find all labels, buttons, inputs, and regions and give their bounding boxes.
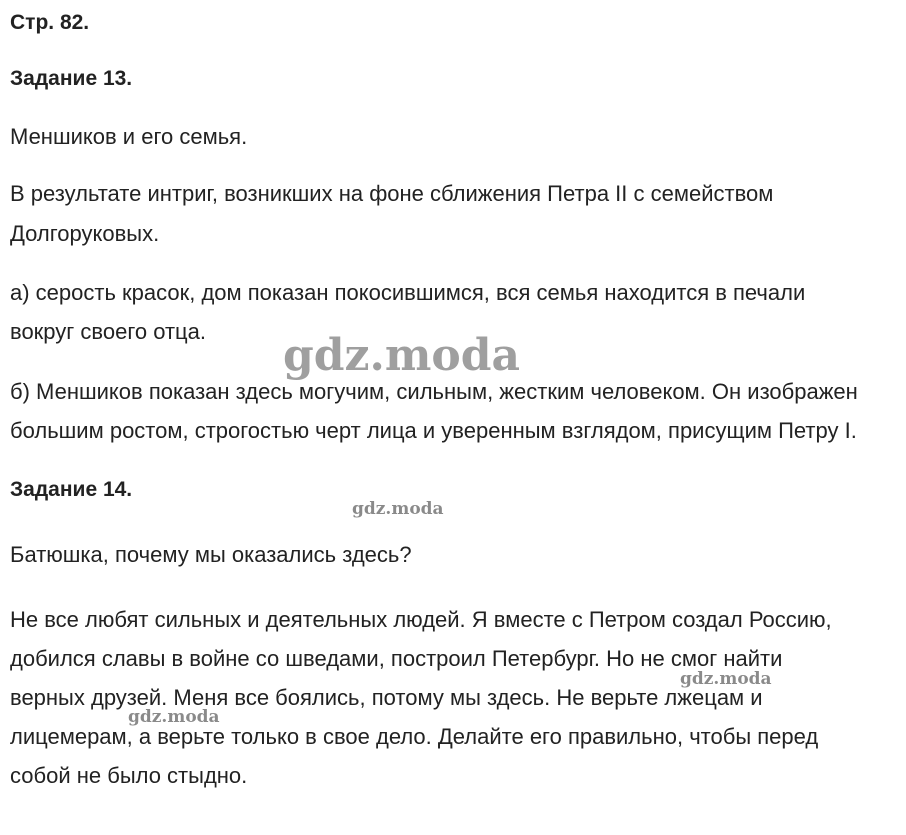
task-14-paragraph-2-line-4: лицемерам, а верьте только в свое дело. Делайте его правильно, чтобы перед — [10, 724, 819, 749]
task-13-paragraph-2-line-1: В результате интриг, возникших на фоне сближения Петра II с семейством — [10, 181, 774, 206]
task-14-paragraph-2-line-3: верных друзей. Меня все боялись, потому мы здесь. Не верьте лжецам и — [10, 685, 763, 710]
task-13-paragraph-1: Меншиков и его семья. — [10, 124, 248, 149]
task-13-paragraph-3-line-1: а) серость красок, дом показан покосившимся, вся семья находится в печали — [10, 280, 806, 305]
task-14-paragraph-2-line-1: Не все любят сильных и деятельных людей. Я вместе с Петром создал Россию, — [10, 607, 832, 632]
task-13-paragraph-3-line-2: вокруг своего отца. — [10, 319, 207, 344]
task-13-paragraph-2-line-2: Долгоруковых. — [10, 221, 160, 246]
task-14-paragraph-2-line-5: собой не было стыдно. — [10, 763, 248, 788]
page-label: Стр. 82. — [10, 11, 90, 34]
task-13-paragraph-4-line-2: большим ростом, строгостью черт лица и уверенным взглядом, присущим Петру I. — [10, 418, 857, 443]
task-14-paragraph-2-line-2: добился славы в войне со шведами, построил Петербург. Но не смог найти — [10, 646, 783, 671]
watermark-small: gdz.moda — [128, 707, 220, 727]
task-13-heading: Задание 13. — [10, 67, 133, 90]
watermark-small: gdz.moda — [680, 669, 772, 689]
task-14-paragraph-1: Батюшка, почему мы оказались здесь? — [10, 542, 412, 567]
task-13-paragraph-4-line-1: б) Меншиков показан здесь могучим, сильным, жестким человеком. Он изображен — [10, 379, 858, 404]
task-14-heading: Задание 14. — [10, 478, 133, 501]
watermark-small: gdz.moda — [352, 499, 444, 519]
watermark-large: gdz.moda — [283, 330, 521, 381]
